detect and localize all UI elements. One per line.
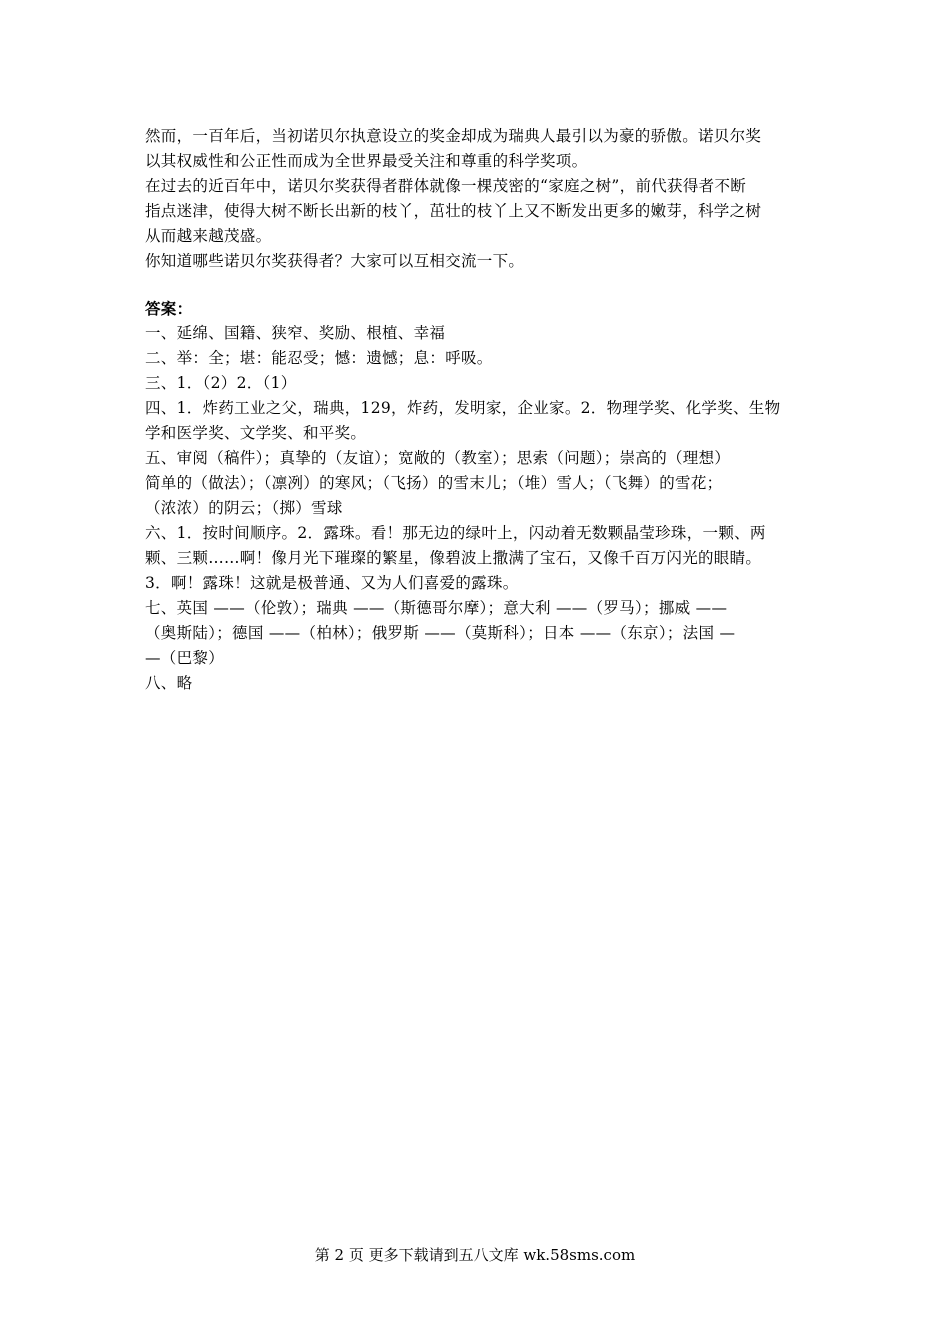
paragraph-line: 从而越来越茂盛。 [145,227,272,245]
answer-line: 四、1．炸药工业之父，瑞典，129，炸药，发明家，企业家。2．物理学奖、化学奖、生物 [145,399,781,417]
answer-line: 三、1．（2）2．（1） [145,374,297,392]
paragraph-line: 以其权威性和公正性而成为全世界最受关注和尊重的科学奖项。 [145,152,588,170]
document-page [145,124,825,696]
answer-line: 七、英国 ——（伦敦）；瑞典 ——（斯德哥尔摩）；意大利 ——（罗马）；挪威 —— [145,599,728,617]
answer-line: 六、1．按时间顺序。2．露珠。看！那无边的绿叶上，闪动着无数颗晶莹珍珠，一颗、两 [145,524,766,542]
answer-line: 学和医学奖、文学奖、和平奖。 [145,424,367,442]
answer-line: 一、延绵、国籍、狭窄、奖励、根植、幸福 [145,324,446,342]
answer-line: —（巴黎） [145,649,225,667]
answer-heading: 答案： [145,299,193,318]
answer-line: 颗、三颗……啊！像月光下璀璨的繁星，像碧波上撒满了宝石，又像千百万闪光的眼睛。 [145,549,762,567]
paragraph-line: 你知道哪些诺贝尔奖获得者？大家可以互相交流一下。 [145,252,525,270]
paragraph-line: 然而，一百年后，当初诺贝尔执意设立的奖金却成为瑞典人最引以为豪的骄傲。诺贝尔奖 [145,127,762,145]
answer-line: 3．啊！露珠！这就是极普通、又为人们喜爱的露珠。 [145,574,519,592]
answer-line: 八、略 [145,674,193,692]
page-footer: 第 2 页 更多下载请到五八文库 wk.58sms.com [314,1246,636,1264]
answer-line: 二、举：全；堪：能忍受；憾：遗憾；息：呼吸。 [145,349,493,367]
answer-line: 简单的（做法）；（凛冽）的寒风；（飞扬）的雪末儿；（堆）雪人；（飞舞）的雪花； [145,474,723,492]
answer-line: （浓浓）的阴云；（掷）雪球 [145,499,343,517]
answer-line: 五、审阅（稿件）；真挚的（友谊）；宽敞的（教室）；思索（问题）；崇高的（理想） [145,449,731,467]
blank-spacer [145,274,825,296]
paragraph-line: 指点迷津，使得大树不断长出新的枝丫，茁壮的枝丫上又不断发出更多的嫩芽，科学之树 [145,202,762,220]
paragraph-line: 在过去的近百年中，诺贝尔奖获得者群体就像一棵茂密的“家庭之树”，前代获得者不断 [145,177,747,195]
answer-line: （奥斯陆）；德国 ——（柏林）；俄罗斯 ——（莫斯科）；日本 ——（东京）；法国 — [145,624,736,642]
